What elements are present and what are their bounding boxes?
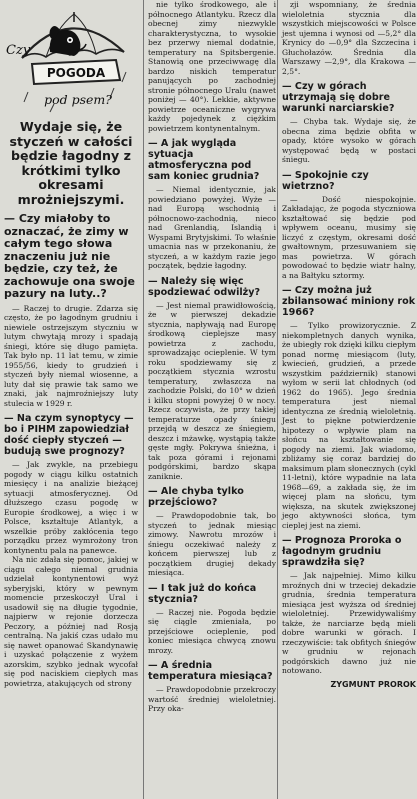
answer-text: — Prawdopodobnie tak, bo styczeń to jednak miesiąc zimowy. Nawrotu mrozów i śniegu oczekiwać należy z końcem pierwszej lub z początkiem drugiej dekady miesiąca. [148,511,276,577]
author-signature: ZYGMUNT PROROK [330,679,416,689]
logo-word-pogoda: POGODA [46,66,106,80]
question-text: — I tak już do końca stycznia? [148,582,257,605]
question-text: — Spokojnie czy wietrzno? [282,169,369,192]
column-3 [277,0,416,799]
answer-text: — Jak zwykle, na przebiegu pogody w ciągu kilku ostatnich miesięcy i na analizie bieżącej sytuacji atmosferycznej. Od dłuższego czasu pogodę w Europie środkowej, a więc i w Polsce, kształtuje Atlantyk, a wszelkie próby zakłócenia tego porządku przez wymrożony tron kontynentu pala na panewce. [4,460,138,555]
answer-text: — Niemal identycznie, jak powiedziano powyżej. Wyże — nad Europą wschodnią i północnowo-zachodnią, nieco nad Grenlandią, Islandią i Wyspami Brytyjskimi. To właśnie umacnia nas w przekonaniu, że styczeń, a w każdym razie jego początek, będzie łagodny. [148,185,276,270]
answer-text: — Raczej nie. Pogoda będzie się ciągle zmieniała, po przejściowe ocieplenie, pod koniec miesiąca chwycą znowu mrozy. [148,607,276,655]
dog-umbrella-icon [4,0,138,118]
answer-text: — Dość niespokojnie. Zakładając, że pogoda styczniowa kształtować się będzie pod wpływem oceanu, musimy się liczyć z częstym, okresami dość gwałtownym, przesuwaniem się mas powietrza. W górach powodować to będzie wiatr halny, a na Bałtyku sztormy. [282,194,416,280]
answer-text: — Raczej to drugie. Zdarza się często, że po łagodnym grudniu i niewiele ostrzejszym styczniu w lutym chwytają mrozy i spadają śniegi, które się długo pamięta. Tak było np. 11 lat temu, w zimie 1955/56, kiedy to grudzień i styczeń były niemal wiosenne, a luty dał się prawie tak samo we znaki, jak najmroźniejszy luty stulecia w 1929 r. [4,303,138,408]
answer-text: — Chyba tak. Wydaje się, że obecna zima będzie obfita w opady, które wysoko w górach występować będą w postaci śniegu. [282,117,416,164]
column-1 [4,0,138,799]
logo-word-pod-psem: pod psem? [44,92,112,107]
answer-text: — Prawdopodobnie przekroczy wartość średniej wieloletniej. Przy oka- [148,685,276,713]
pogoda-logo [4,0,138,118]
answer-text: Na nic zdała się pomoc, jakiej w ciągu całego niemal grudnia udzielał kontynentowi wyż syberyjski, który w pewnym momencie przeskoczył Ural i usadowił się na długie tygodnie, najpierw w rejonie dorzecza Peczory, a później nad Rosją centralną. Na jakiś czas udało mu się nawet opanować Skandynawię i uzyskać połączenie z wyżem azorskim, szybko jednak wycofał się pod naciskiem ciepłych mas powietrza, atakujących od strony [4,555,138,688]
answer-text: zji wspomniany, że średnia wieloletnia stycznia dla wszystkich miejscowości w Polsce jest ujemna i wynosi od —5,2° dla Krynicy do —0,9° dla Szczecina i Głuchołazów. Średnia dla Warszawy —2,9°, dla Krakowa —2,5°. [282,0,416,76]
question-text: — A jak wygląda sytuacja atmosferyczna pod sam koniec grudnia? [148,138,260,182]
column-2 [143,0,276,799]
question-text: — Czy można już zbilansować miniony rok 1966? [282,285,416,318]
question-text: — Czy w górach utrzymają się dobre warunki narciarskie? [282,81,395,114]
question-text: — Czy miałoby to oznaczać, że zimy w całym tego słowa znaczeniu już nie będzie, czy też, że zachowuje ona swoje pazury na luty..? [4,212,135,300]
question-text: — Prognoza Proroka o łagodnym grudniu sprawdziła się? [282,535,402,568]
answer-text: — Jak najpełniej. Mimo kilku mroźnych dni w trzeciej dekadzie grudnia, średnia temperatura miesiąca jest wyższa od średniej wieloletniej. Przewidywaliśmy także, że narciarze będą mieli dobre warunki w górach. I rzeczywiście: tak obfitych śniegów w grudniu w rejonach podgórskich dawno już nie notowano. [282,571,416,675]
question-text: — A średnia temperatura miesiąca? [148,660,273,682]
lead-paragraph: Wydaje się, że styczeń w całości będzie łagodny z krótkimi tylko okresami mrożniejszymi. [9,119,133,207]
question-text: — Ale chyba tylko przejściowo? [148,486,244,508]
question-text: — Należy się więc spodziewać odwilży? [148,275,261,298]
logo-word-czy: Czy [6,43,31,58]
answer-text: — Jest niemal prawidłowością, że w pierwszej dekadzie stycznia, napływają nad Europę środkową cieplejsze masy powietrza z zachodu, sprowadzając ocieplenie. W tym roku spodziewamy się z początkiem stycznia wzrostu temperatury, zwłaszcza na zachodzie Polski, do 10° w dzień i kilku stopni powyżej 0 w nocy. Rzecz oczywista, że przy takiej temperaturze opady śniegu przejdą w deszcz ze śniegiem, deszcz i mżawkę, wystąpią także gęste mgły. Pokrywa śnieżna, i tak poza górami i rejonami podgórskimi, bardzo skąpa zaniknie. [148,300,276,481]
question-text: — Na czym synoptycy — bo i PIHM zapowiedział dość ciepły styczeń — budują swe prognozy? [4,413,134,457]
answer-text: nie tylko środkowego, ale i północnego Atlantyku. Rzecz dla obecnej zimy niezwykle charakterystyczna, to wysokie bez przerwy niemal dodatnie, temperatury na Spitsbergenie. Stanowią one przeciwwagę dla bardzo niskich temperatur panujących po zachodniej stronie północnego Uralu (nawet poniżej — 40°). Lekkie, aktywne powietrze oceaniczne wygrywa każdy pojedynek z ciężkim powietrzem kontynentalnym. [148,0,276,133]
answer-text: — Tylko prowizorycznie. Z niekompletnych danych wynika, że ubiegły rok dzięki kilku ciepłym ponad normę miesiącom (luty, kwiecień, grudzień, a przede wszystkim październik) stanowi wyłom w serii lat chłodnych (od 1962 do 1965). Jego średnia temperatura jest niemal identyczna ze średnią wieloletnią. Jest to piękne potwierdzenie hipotezy o wpływie plam na słońcu na kształtowanie się pogody na ziemi. Jak wiadomo, zbliżamy się coraz bardziej do maksimum plam słonecznych (cykl 11-letni), które wypadnie na lata 1968—69, a zakłada się, że im więcej plam na słońcu, tym większa, na skutek zwiększonej jego aktywności słońca, tym cieplej jest na ziemi. [282,321,416,530]
